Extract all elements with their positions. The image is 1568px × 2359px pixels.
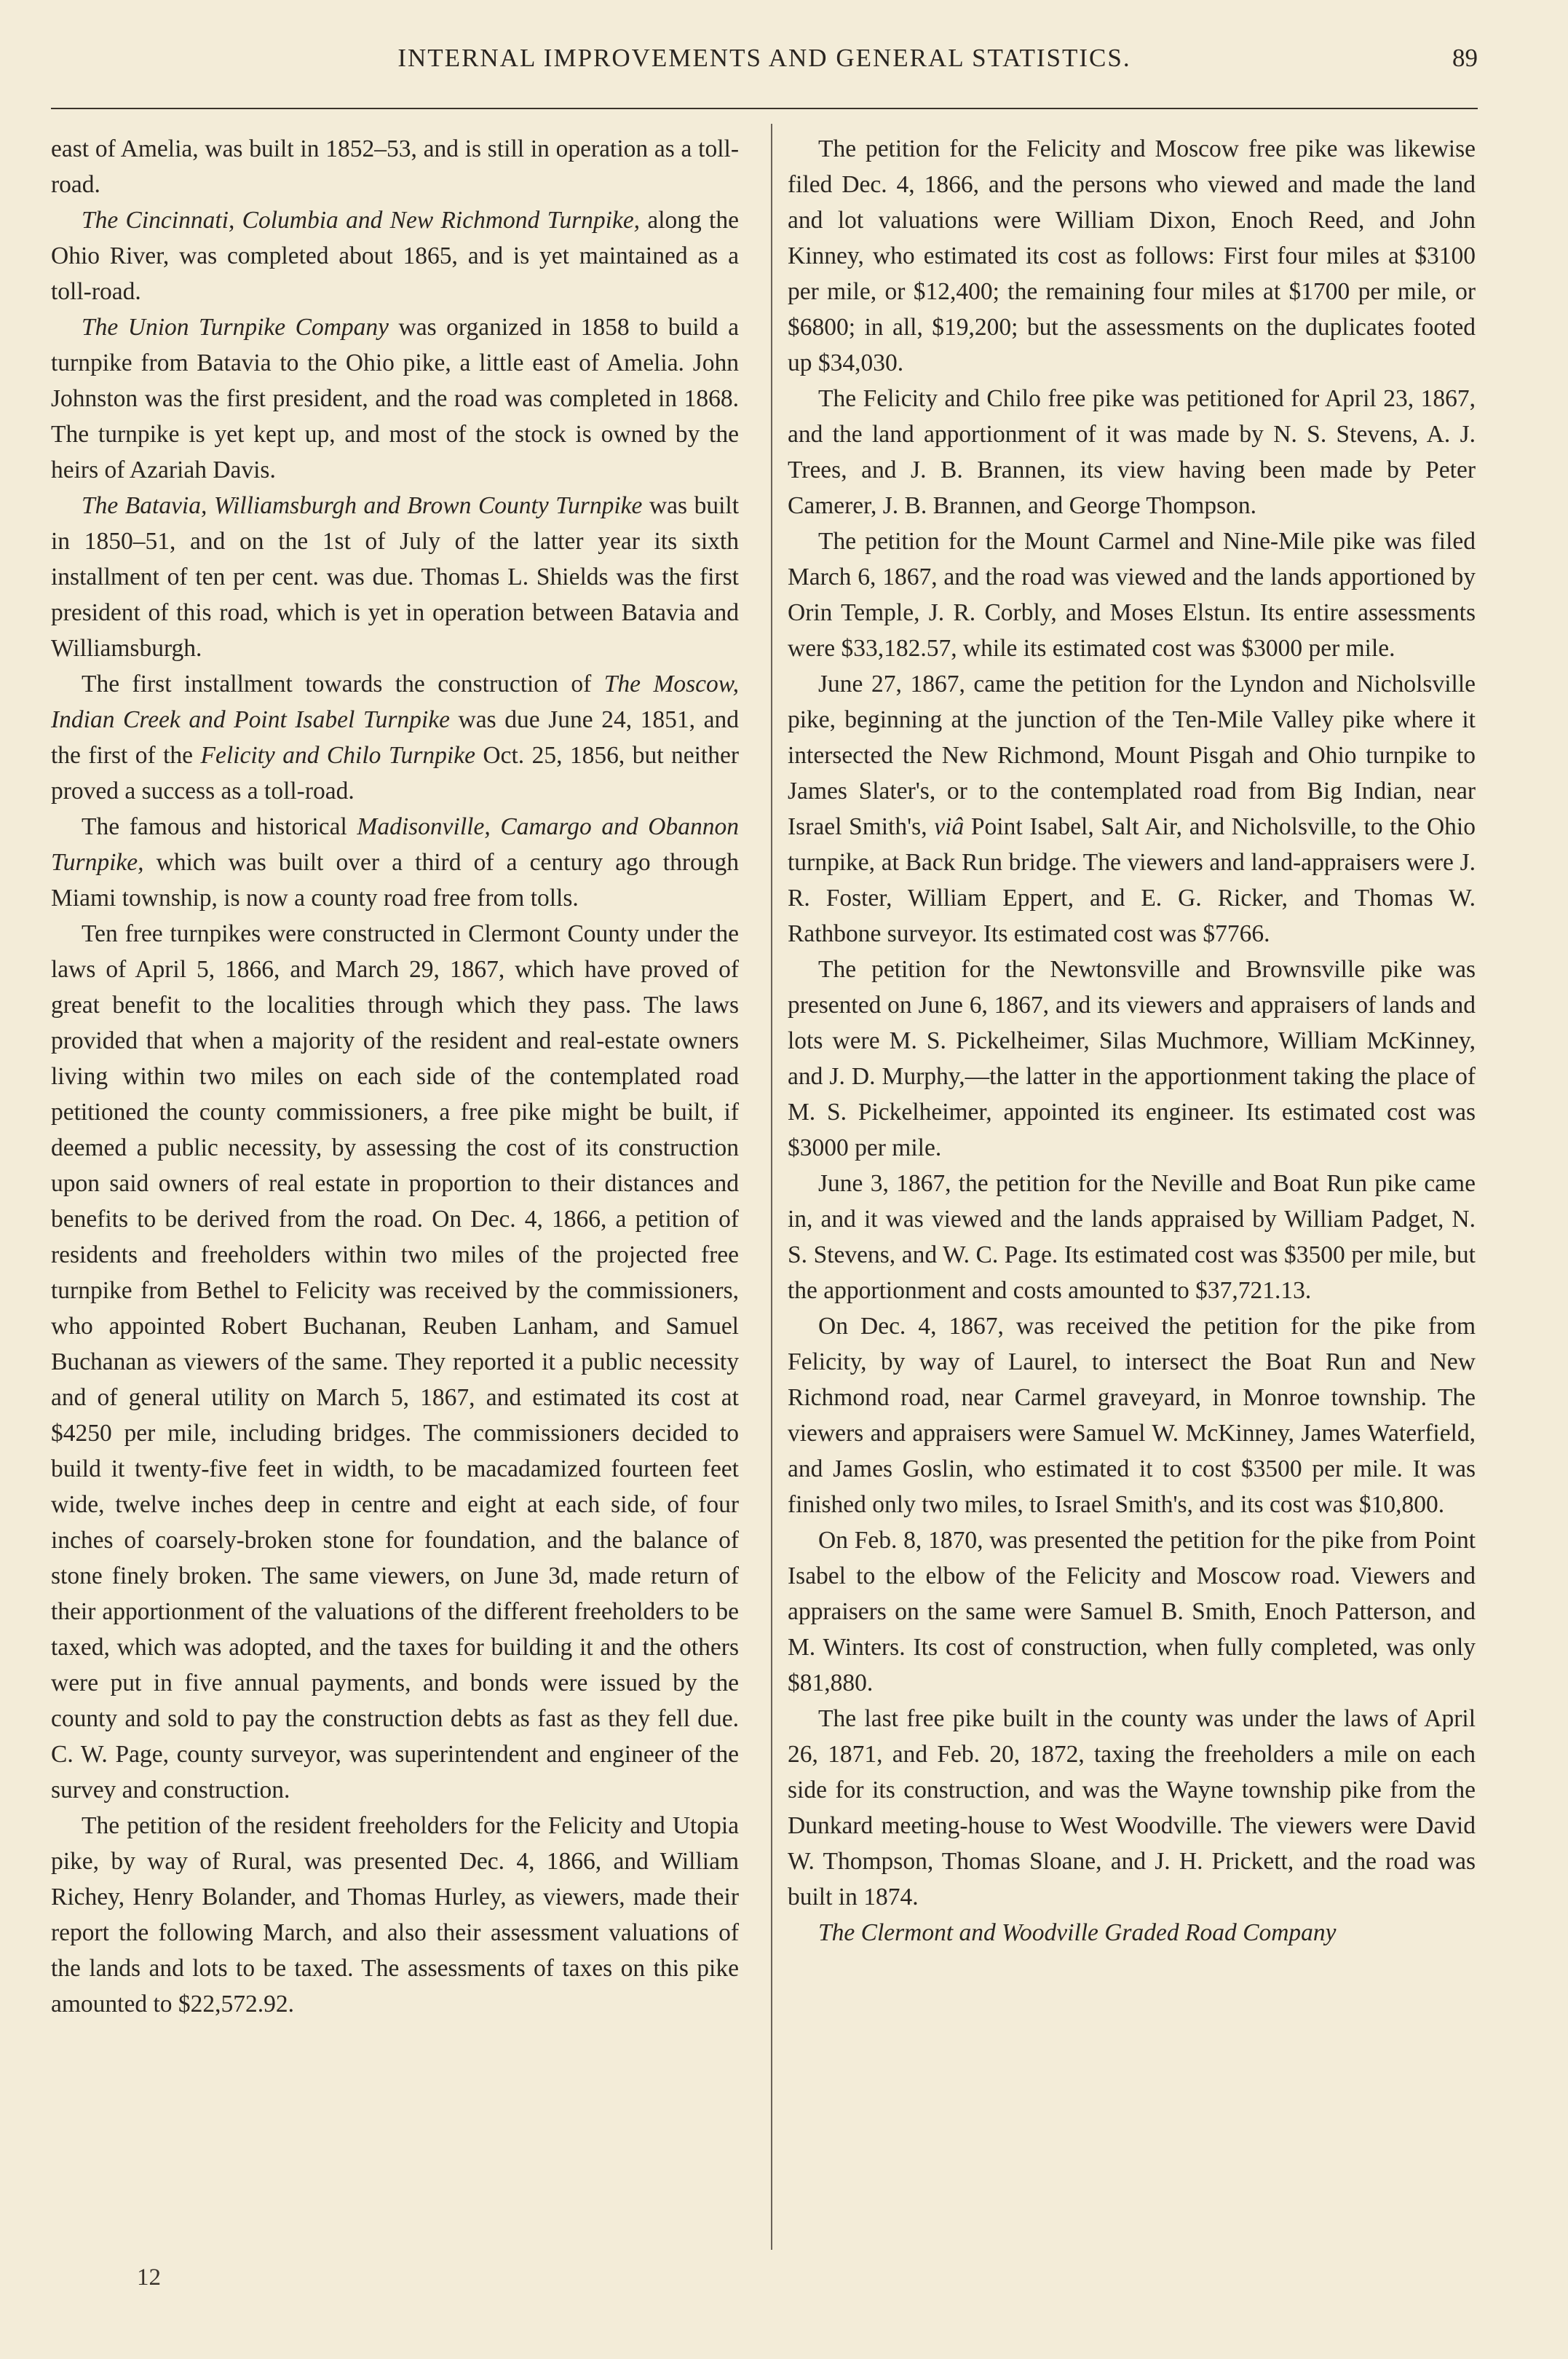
paragraph: The Union Turnpike Company was organized in 1858 to build a turnpike from Batavia to the Ohio pike, a little east of Amelia. John Johnston was the first president, and the road was completed in 1868. The turnpike is yet kept up, and most of the stock is owned by the heirs of Azariah Davis. <box>51 314 739 483</box>
paragraph: The Cincinnati, Columbia and New Richmond Turnpike, along the Ohio River, was completed about 1865, and is yet maintained as a toll-road. <box>51 207 739 305</box>
paragraph: The Batavia, Williamsburgh and Brown County Turnpike was built in 1850–51, and on the 1st of July of the latter year its sixth installment of ten per cent. was due. Thomas L. Shields was the first president of this road, which is yet in operation between Batavia and Williamsburgh. <box>51 492 739 662</box>
paragraph: The famous and historical Madisonville, Camargo and Obannon Turnpike, which was built over a third of a century ago through Miami township, is now a county road free from tolls. <box>51 813 739 912</box>
page-number: 89 <box>1452 44 1478 72</box>
paragraph: June 27, 1867, came the petition for the Lyndon and Nicholsville pike, beginning at the junction of the Ten-Mile Valley pike where it intersected the New Richmond, Mount Pisgah and Ohio turnpike to James Slater's, or to the contemplated road from Big Indian, near Israel Smith's, viâ Point Isabel, Salt Air, and Nicholsville, to the Ohio turnpike, at Back Run bridge. The viewers and land-appraisers were J. R. Foster, William Eppert, and E. G. Ricker, and Thomas W. Rathbone surveyor. Its estimated cost was $7766. <box>788 671 1476 947</box>
paragraph: The petition for the Felicity and Moscow free pike was likewise filed Dec. 4, 1866, and the persons who viewed and made the land and lot valuations were William Dixon, Enoch Reed, and John Kinney, who estimated its cost as follows: First four miles at $3100 per mile, or $12,400; the remaining four miles at $1700 per mile, or $6800; in all, $19,200; but the assessments on the duplicates footed up $34,030. <box>788 135 1476 376</box>
paragraph: June 3, 1867, the petition for the Neville and Boat Run pike came in, and it was viewed and the lands appraised by William Padget, N. S. Stevens, and W. C. Page. Its estimated cost was $3500 per mile, but the apportionment and costs amounted to $37,721.13. <box>788 1170 1476 1304</box>
latin-term: viâ <box>934 813 965 840</box>
company-name: The Clermont and Woodville Graded Road Company <box>818 1919 1337 1946</box>
turnpike-name: The Cincinnati, Columbia and New Richmond Turnpike, <box>82 207 641 234</box>
signature-mark: 12 <box>137 2264 161 2291</box>
paragraph: The petition for the Newtonsville and Brownsville pike was presented on June 6, 1867, and its viewers and appraisers of lands and lots were M. S. Pickelheimer, Silas Muchmore, William McKinney, and J. D. Murphy,—the latter in the apportionment taking the place of M. S. Pickelheimer, appointed its engineer. Its estimated cost was $3000 per mile. <box>788 956 1476 1161</box>
left-column <box>51 131 739 2022</box>
paragraph: The Felicity and Chilo free pike was petitioned for April 23, 1867, and the land apportionment of it was made by N. S. Stevens, A. J. Trees, and J. B. Brannen, its view having been made by Peter Camerer, J. B. Brannen, and George Thompson. <box>788 385 1476 519</box>
paragraph: The petition for the Mount Carmel and Nine-Mile pike was filed March 6, 1867, and the road was viewed and the lands apportioned by Orin Temple, J. R. Corbly, and Moses Elstun. Its entire assessments were $33,182.57, while its estimated cost was $3000 per mile. <box>788 528 1476 662</box>
header-rule <box>51 108 1478 109</box>
paragraph: The petition of the resident freeholders for the Felicity and Utopia pike, by way of Rural, was presented Dec. 4, 1866, and William Richey, Henry Bolander, and Thomas Hurley, as viewers, made their report the following March, and also their assessment valuations of the lands and lots to be taxed. The assessments of taxes on this pike amounted to $22,572.92. <box>51 1812 739 2018</box>
turnpike-name: The Moscow, Indian Creek and Point Isabel Turnpike <box>51 671 739 733</box>
running-title: INTERNAL IMPROVEMENTS AND GENERAL STATISTICS. <box>397 44 1131 72</box>
turnpike-name: Madisonville, Camargo and Obannon Turnpike, <box>51 813 739 876</box>
paragraph: On Dec. 4, 1867, was received the petition for the pike from Felicity, by way of Laurel, to intersect the Boat Run and New Richmond road, near Carmel graveyard, in Monroe township. The viewers and appraisers were Samuel W. McKinney, James Waterfield, and James Goslin, who estimated it to cost $3500 per mile. It was finished only two miles, to Israel Smith's, and its cost was $10,800. <box>788 1313 1476 1518</box>
right-column <box>788 131 1476 1951</box>
column-divider <box>771 124 772 2250</box>
paragraph: The last free pike built in the county was under the laws of April 26, 1871, and Feb. 20, 1872, taxing the freeholders a mile on each side for its construction, and was the Wayne township pike from the Dunkard meeting-house to West Woodville. The viewers were David W. Thompson, Thomas Sloane, and J. H. Prickett, and the road was built in 1874. <box>788 1705 1476 1910</box>
paragraph: east of Amelia, was built in 1852–53, and is still in operation as a toll-road. <box>51 135 739 198</box>
paragraph <box>788 1915 1476 1951</box>
page-header <box>51 44 1478 87</box>
turnpike-name: The Batavia, Williamsburgh and Brown County Turnpike <box>82 492 643 519</box>
company-name: The Union Turnpike Company <box>82 314 389 341</box>
paragraph: On Feb. 8, 1870, was presented the petition for the pike from Point Isabel to the elbow of the Felicity and Moscow road. Viewers and appraisers on the same were Samuel B. Smith, Enoch Patterson, and M. Winters. Its cost of construction, when fully completed, was only $81,880. <box>788 1527 1476 1696</box>
paragraph: Ten free turnpikes were constructed in Clermont County under the laws of April 5, 1866, and March 29, 1867, which have proved of great benefit to the localities through which they pass. The laws provided that when a majority of the resident and real-estate owners living within two miles on each side of the contemplated road petitioned the county commissioners, a free pike might be built, if deemed a public necessity, by assessing the cost of its construction upon said owners of real estate in proportion to their distances and benefits to be derived from the road. On Dec. 4, 1866, a petition of residents and freeholders within two miles of the projected free turnpike from Bethel to Felicity was received by the commissioners, who appointed Robert Buchanan, Reuben Lanham, and Samuel Buchanan as viewers of the same. They reported it a public necessity and of general utility on March 5, 1867, and estimated its cost at $4250 per mile, including bridges. The commissioners decided to build it twenty-five feet in width, to be macadamized fourteen feet wide, twelve inches deep in centre and eight at each side, of four inches of coarsely-broken stone for foundation, and the balance of stone finely broken. The same viewers, on June 3d, made return of their apportionment of the valuations of the different freeholders to be taxed, which was adopted, and the taxes for building it and the others were put in five annual payments, and bonds were issued by the county and sold to pay the construction debts as fast as they fell due. C. W. Page, county surveyor, was superintendent and engineer of the survey and construction. <box>51 920 739 1803</box>
turnpike-name: Felicity and Chilo Turnpike <box>200 742 475 769</box>
paragraph: The first installment towards the construction of The Moscow, Indian Creek and Point Isabel Turnpike was due June 24, 1851, and the first of the Felicity and Chilo Turnpike Oct. 25, 1856, but neither proved a success as a toll-road. <box>51 671 739 805</box>
